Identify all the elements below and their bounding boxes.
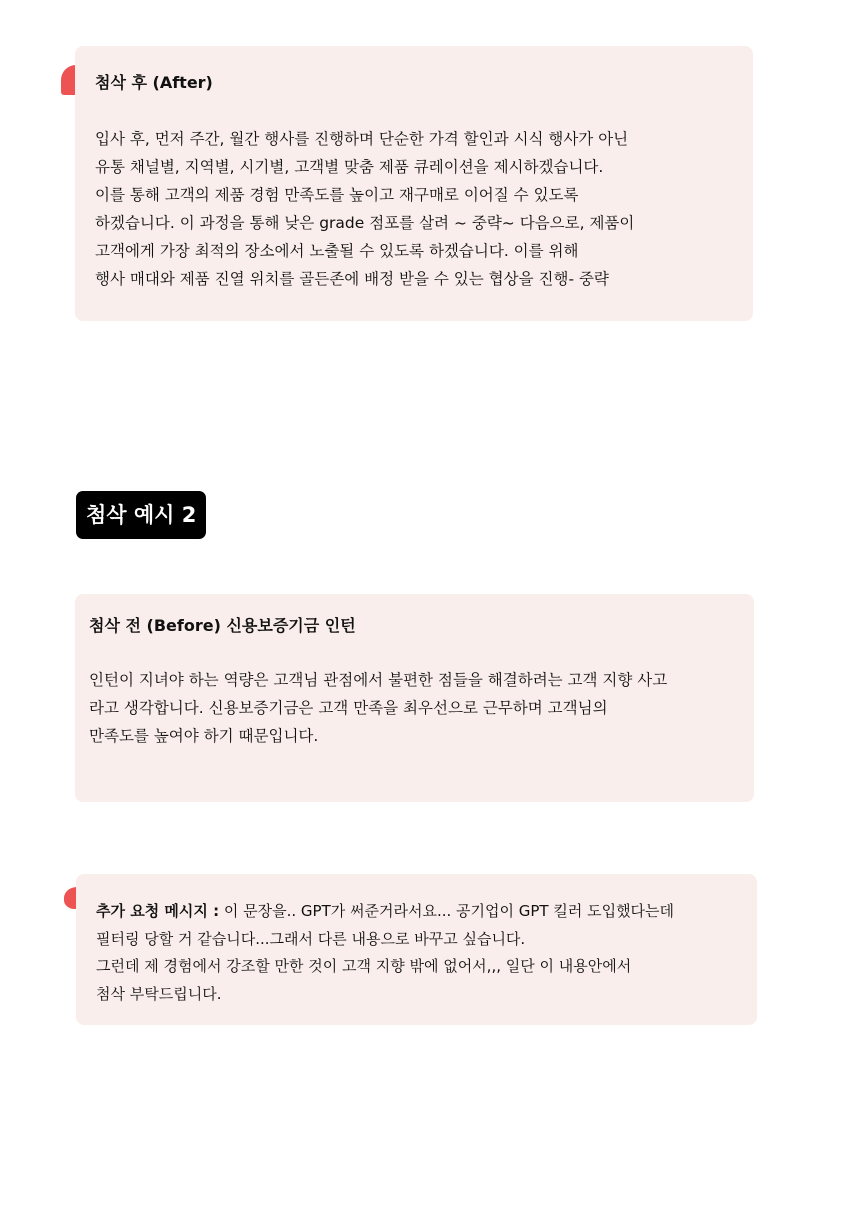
section-badge: 첨삭 예시 2 (76, 491, 206, 539)
request-card (76, 874, 757, 1025)
after-card-line: 입사 후, 먼저 주간, 월간 행사를 진행하며 단순한 가격 할인과 시식 행사가 아닌 (95, 130, 629, 148)
request-card-line: 필터링 당할 거 같습니다...그래서 다른 내용으로 바꾸고 싶습니다. (96, 929, 526, 948)
request-card-line: 그런데 제 경험에서 강조할 만한 것이 고객 지향 밖에 없어서,,, 일단 이 내용안에서 (96, 957, 632, 975)
request-label: 추가 요청 메시지 : (96, 902, 220, 920)
after-card-line: 이를 통해 고객의 제품 경험 만족도를 높이고 재구매로 이어질 수 있도록 (95, 186, 579, 204)
before-card-line: 라고 생각합니다. 신용보증기금은 고객 만족을 최우선으로 근무하며 고객님의 (89, 699, 608, 717)
after-card-line: 하겠습니다. 이 과정을 통해 낮은 grade 점포를 살려 ~ 중략~ 다음으로, 제품이 (95, 214, 635, 232)
after-card-line: 유통 채널별, 지역별, 시기별, 고객별 맞춤 제품 큐레이션을 제시하겠습니다. (95, 158, 604, 176)
request-card-first-line (96, 898, 743, 926)
before-card-title: 첨삭 전 (Before) 신용보증기금 인턴 (89, 616, 356, 635)
after-card-title: 첨삭 후 (After) (95, 73, 213, 92)
after-card-line: 행사 매대와 제품 진열 위치를 골든존에 배정 받을 수 있는 협상을 진행- 중략 (95, 270, 609, 288)
request-first-line-text: 이 문장을.. GPT가 써준거라서요... 공기업이 GPT 킬러 도입했다는데 (219, 902, 675, 920)
after-card-line: 고객에게 가장 최적의 장소에서 노출될 수 있도록 하겠습니다. 이를 위해 (95, 242, 579, 260)
request-card-body (96, 898, 743, 1008)
before-card-line: 인턴이 지녀야 하는 역량은 고객님 관점에서 불편한 점들을 해결하려는 고객 지향 사고 (89, 671, 668, 689)
before-card-line: 만족도를 높여야 하기 때문입니다. (89, 727, 319, 745)
after-card-body (95, 125, 733, 293)
before-card (75, 594, 754, 802)
before-card-body (89, 666, 740, 750)
after-card (75, 46, 753, 321)
request-card-line: 첨삭 부탁드립니다. (96, 984, 222, 1003)
